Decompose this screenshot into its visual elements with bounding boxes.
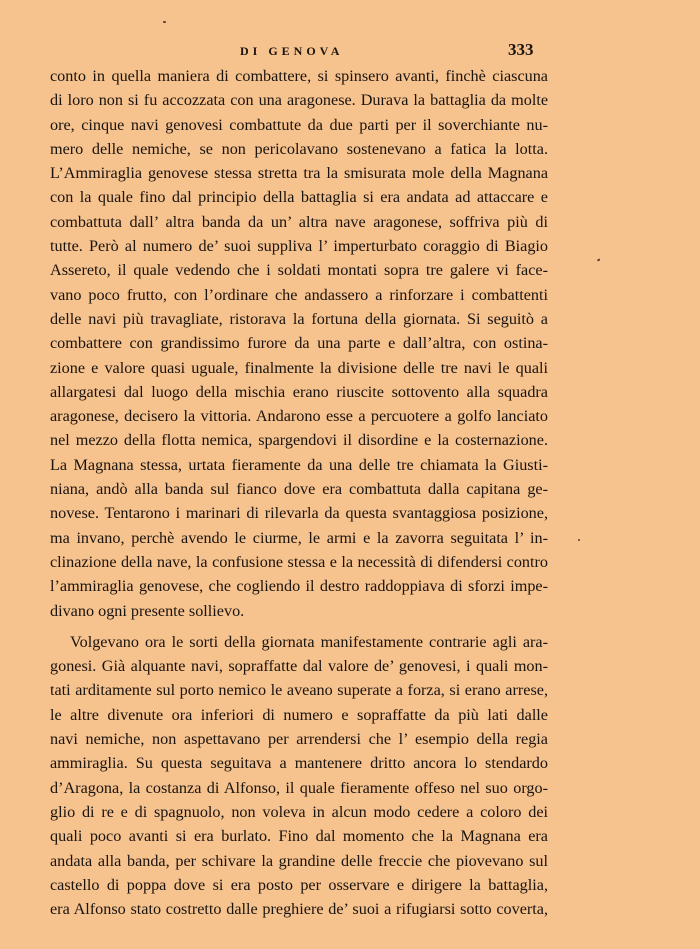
text-line: Volgevano ora le sorti della giornata manifestamente contrarie agli ara- [70, 632, 548, 651]
body-text [50, 64, 548, 921]
text-line: La Magnana stessa, urtata fieramente da una delle tre chiamata la Giusti- [50, 455, 548, 474]
text-line: aragonese, decisero la vittoria. Andarono esse a percuotere a golfo lanciato [50, 407, 548, 426]
text-line: nel mezzo della flotta nemica, spargendovi il disordine e la costernazione. [50, 431, 548, 450]
text-line: ma invano, perchè avendo le ciurme, le armi e la zavorra seguitata l’ in- [50, 528, 548, 547]
text-line: divano ogni presente sollievo. [50, 601, 245, 620]
text-line: novese. Tentarono i marinari di rilevarla da questa svantaggiosa posizione, [50, 504, 548, 523]
text-line: Assereto, il quale vedendo che i soldati montati sopra tre galere vi face- [50, 261, 548, 280]
text-line: tati arditamente sul porto nemico le aveano superate a forza, si erano arrese, [50, 681, 548, 700]
text-line: combattere con grandissimo furore da una parte e dall’altra, con ostina- [50, 334, 548, 353]
ink-speck [163, 21, 166, 23]
text-line: quali poco avanti si era burlato. Fino dal momento che la Magnana era [50, 827, 548, 846]
ink-speck [597, 258, 600, 261]
text-line: ammiraglia. Su questa seguitava a mantenere dritto ancora lo stendardo [50, 754, 548, 773]
text-line: d’Aragona, la costanza di Alfonso, il quale fieramente offeso nel suo orgo- [50, 778, 548, 797]
text-line: allargatesi dal luogo della mischia erano riuscite sottovento alla squadra [50, 382, 548, 401]
text-line: delle navi più travagliate, ristorava la fortuna della giornata. Si seguitò a [50, 309, 548, 328]
text-line: L’Ammiraglia genovese stessa stretta tra la smisurata mole della Magnana [50, 164, 548, 183]
text-line: era Alfonso stato costretto dalle preghiere de’ suoi a rifugiarsi sotto coverta, [50, 900, 548, 919]
text-line: conto in quella maniera di combattere, si spinsero avanti, finchè ciascuna [50, 67, 548, 85]
paragraph-2 [50, 630, 548, 922]
text-line: navi nemiche, non aspettavano per arrendersi che l’ esempio della regia [50, 730, 548, 749]
text-line: tutte. Però al numero de’ suoi suppliva l’ imperturbato coraggio di Biagio [50, 237, 548, 256]
text-line: glio di re e di spagnuolo, non voleva in alcun modo cedere a coloro dei [50, 802, 548, 821]
text-line: le altre divenute ora inferiori di numero e sopraffatte da più lati dalle [50, 705, 548, 724]
text-line: mero delle nemiche, se non pericolavano sostenevano a fatica la lotta. [50, 139, 548, 158]
text-line: di loro non si fu accozzata con una aragonese. Durava la battaglia da molte [50, 91, 548, 110]
text-line: niana, andò alla banda sul fianco dove era combattuta dalla capitana ge- [50, 480, 548, 499]
text-line: ore, cinque navi genovesi combattute da due parti per il soverchiante nu- [50, 115, 548, 134]
text-line: combattuta dall’ altra banda da un’ altra nave aragonese, soffriva più di [50, 212, 548, 231]
running-head: DI GENOVA [240, 44, 344, 58]
ink-speck [578, 539, 580, 541]
text-line: l’ammiraglia genovese, che cogliendo il destro raddoppiava di sforzi impe- [50, 577, 548, 596]
page-number: 333 [508, 40, 534, 59]
text-line: zione e valore quasi uguale, finalmente la divisione delle tre navi le quali [50, 358, 548, 377]
paragraph-1 [50, 64, 548, 623]
text-line: con la quale fino dal principio della battaglia si era andata ad attaccare e [50, 188, 548, 207]
text-line: andata alla banda, per schivare la grandine delle freccie che piovevano sul [50, 851, 548, 870]
text-line: castello di poppa dove si era posto per osservare e dirigere la battaglia, [50, 875, 548, 894]
text-line: gonesi. Già alquante navi, sopraffatte dal valore de’ genovesi, i quali mon- [50, 657, 548, 676]
text-line: clinazione della nave, la confusione stessa e la necessità di difendersi contro [50, 552, 548, 571]
page-header [0, 40, 700, 64]
text-line: vano poco frutto, con l’ordinare che andassero a rinforzare i combattenti [50, 285, 548, 304]
